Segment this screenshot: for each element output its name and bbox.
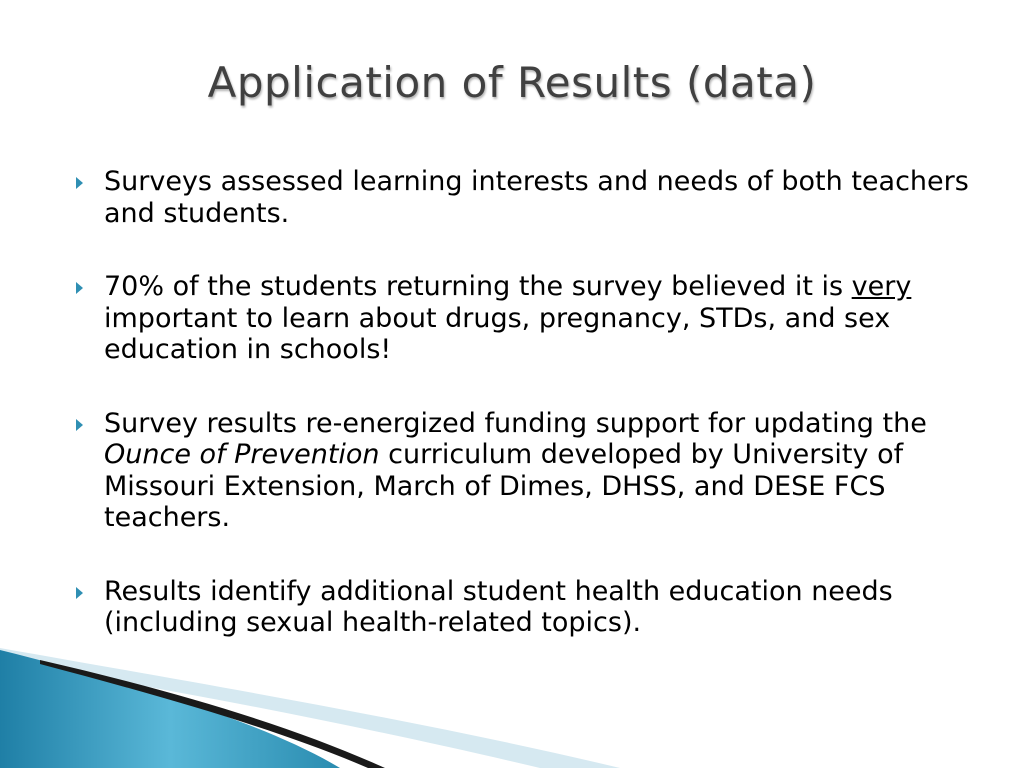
slide-title: Application of Results (data) — [207, 58, 817, 107]
bullet-item — [72, 271, 972, 366]
bullet-text: Surveys assessed learning interests and needs of both teachers and students. — [104, 166, 969, 229]
bullet-triangle-icon — [76, 177, 83, 189]
bullet-text-post: curriculum developed by University of Missouri Extension, March of Dimes, DHSS, and DESE FCS teachers. — [104, 439, 904, 533]
bullet-text-pre: Survey results re-energized funding support for updating the — [104, 407, 927, 439]
bullet-item — [72, 408, 972, 534]
bullet-text: Results identify additional student health education needs (including sexual health-related topics). — [104, 575, 893, 638]
bullet-triangle-icon — [76, 587, 83, 599]
bullet-triangle-icon — [76, 419, 83, 431]
bullet-text-pre: 70% of the students returning the survey believed it is — [104, 271, 852, 302]
bullet-list — [72, 166, 972, 681]
italic-curriculum-name: Ounce of Prevention — [104, 439, 380, 470]
bullet-item — [72, 166, 972, 229]
bullet-triangle-icon — [76, 282, 83, 294]
bullet-text-post: important to learn about drugs, pregnancy, STDs, and sex education in schools! — [104, 302, 891, 365]
bullet-item — [72, 576, 972, 639]
underlined-word: very — [851, 271, 912, 302]
